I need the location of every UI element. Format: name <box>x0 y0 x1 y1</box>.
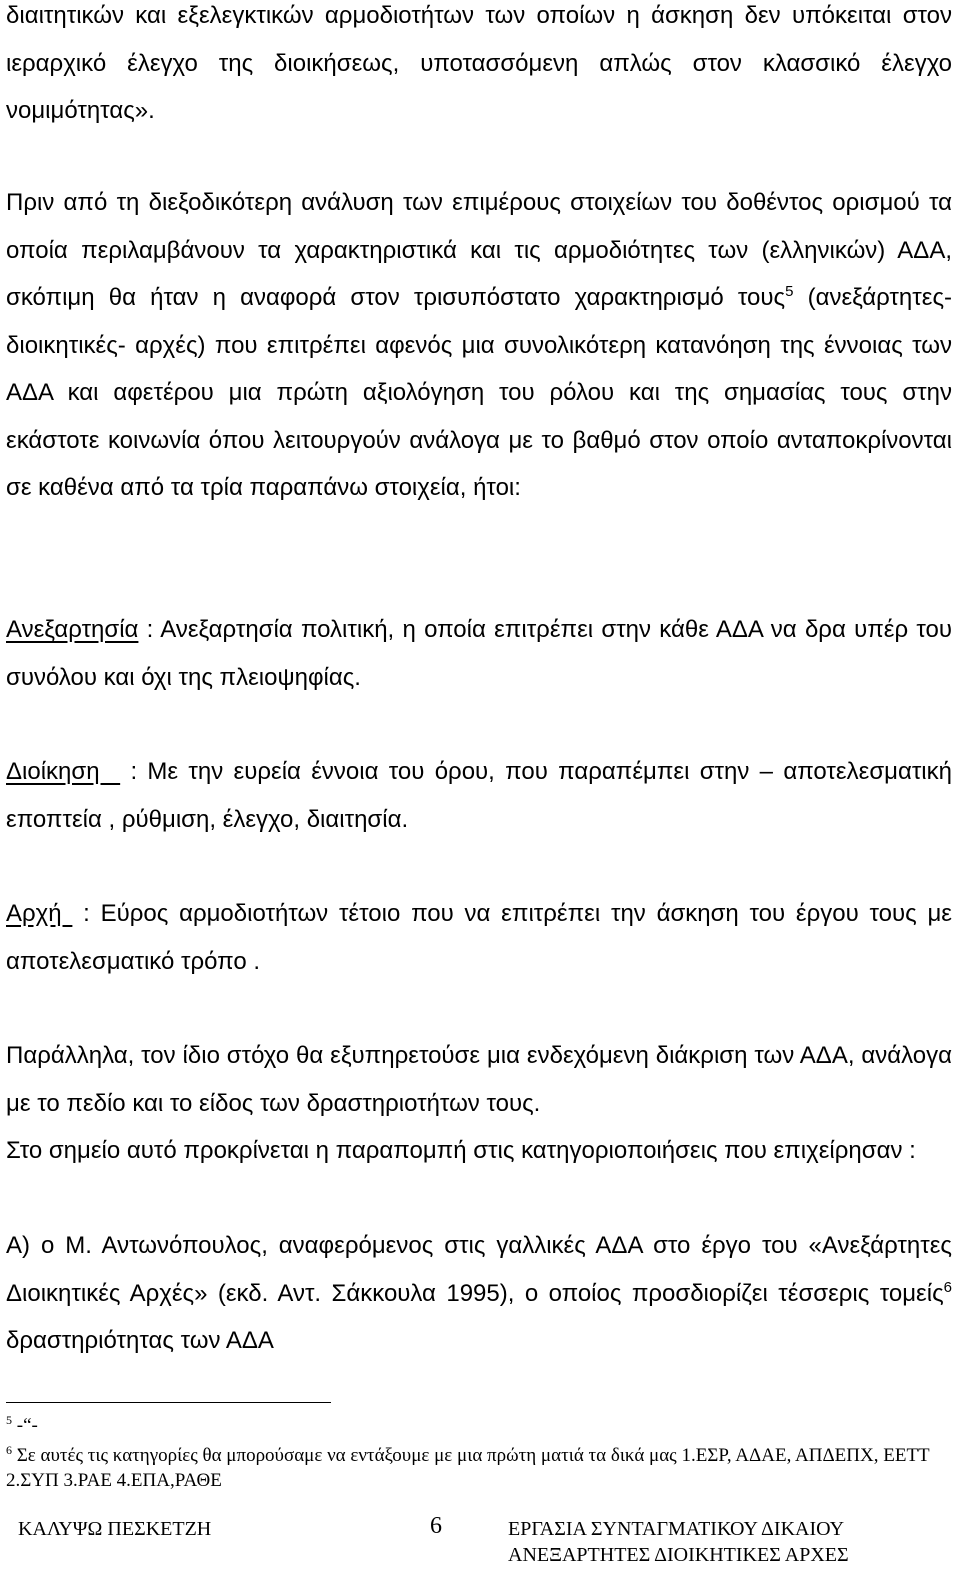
footer-page-number: 6 <box>430 1513 442 1539</box>
footer-title <box>508 1516 928 1568</box>
paragraph-tripartite-characterization <box>6 179 952 512</box>
paragraph-text: δραστηριότητας των ΑΔΑ <box>6 1327 274 1354</box>
definition-authority <box>6 890 952 985</box>
paragraph-text: (ανεξάρτητες- διοικητικές- αρχές) που επιτρέπει αφενός μια συνολικότερη κατανόηση της έννοιας των ΑΔΑ και αφετέρου μια πρώτη αξιολόγηση του ρόλου και της σημασίας τους στην εκάστοτε κοινωνία όπου λειτουργούν ανάλογα με το βαθμό στον οποίο ανταποκρίνονται σε καθένα από τα τρία παραπάνω στοιχεία, ήτοι: <box>6 284 952 501</box>
footnote-text: -“- <box>12 1415 38 1436</box>
footnote-6 <box>6 1443 952 1493</box>
footnote-mark-5: 5 <box>6 1413 12 1427</box>
definition-text: : Εύρος αρμοδιοτήτων τέτοιο που να επιτρέπει την άσκηση του έργου τους με αποτελεσματικό τρόπο . <box>6 900 952 975</box>
footnote-mark-6: 6 <box>6 1443 12 1457</box>
footnote-text: Σε αυτές τις κατηγορίες θα μπορούσαμε να εντάξουμε με μια πρώτη ματιά τα δικά μας 1.ΕΣΡ, ΑΔΑΕ, ΑΠΔΕΠΧ, ΕΕΤΤ 2.ΣΥΠ 3.ΡΑΕ 4.ΕΠΑ,ΡΑΘΕ <box>6 1445 930 1491</box>
definition-administration <box>6 748 952 843</box>
footer-author: ΚΑΛΥΨΩ ΠΕΣΚΕΤΖΗ <box>18 1518 212 1540</box>
paragraph-text: Πριν από τη διεξοδικότερη ανάλυση των επιμέρους στοιχείων του δοθέντος ορισμού τα οποία περιλαμβάνουν τα χαρακτηριστικά και τις αρμοδιότητες των (ελληνικών) ΑΔΑ, σκόπιμη θα ήταν η αναφορά στον τρισυπόστατο χαρακτηρισμό τους <box>6 189 952 311</box>
definition-independence <box>6 606 952 701</box>
paragraph-text: Παράλληλα, τον ίδιο στόχο θα εξυπηρετούσε μια ενδεχόμενη διάκριση των ΑΔΑ, ανάλογα με το πεδίο και το είδος των δραστηριοτήτων τους. <box>6 1042 952 1117</box>
footer-title-line-2: ΑΝΕΞΑΡΤΗΤΕΣ ΔΙΟΙΚΗΤΙΚΕΣ ΑΡΧΕΣ <box>508 1544 849 1566</box>
definition-text: : Με την ευρεία έννοια του όρου, που παραπέμπει στην – αποτελεσματική εποπτεία , ρύθμιση, έλεγχο, διαιτησία. <box>6 758 952 833</box>
paragraph-text: Στο σημείο αυτό προκρίνεται η παραπομπή στις κατηγοριοποιήσεις που επιχείρησαν : <box>6 1137 916 1164</box>
footer-title-line-1: ΕΡΓΑΣΙΑ ΣΥΝΤΑΓΜΑΤΙΚΟΥ ΔΙΚΑΙΟΥ <box>508 1518 845 1540</box>
paragraph-text: Α) ο Μ. Αντωνόπουλος, αναφερόμενος στις γαλλικές ΑΔΑ στο έργο του «Ανεξάρτητες Διοικητικές Αρχές» (εκδ. Αντ. Σάκκουλα 1995), ο οποίος προσδιορίζει τέσσερις τομείς <box>6 1232 952 1307</box>
paragraph-antonopoulos <box>6 1222 952 1365</box>
paragraph-distinction <box>6 1032 952 1127</box>
paragraph-definition-end <box>6 0 952 135</box>
term-authority: Αρχή <box>6 900 73 927</box>
paragraph-text: διαιτητικών και εξελεγκτικών αρμοδιοτήτων των οποίων η άσκηση δεν υπόκειται στον ιεραρχικό έλεγχο της διοικήσεως, υποτασσόμενη απλώς στον κλασσικό έλεγχο νομιμότητας». <box>6 2 952 124</box>
footnote-ref-5[interactable]: 5 <box>785 283 794 300</box>
footnote-separator <box>6 1402 331 1403</box>
term-independence: Ανεξαρτησία <box>6 616 139 643</box>
footnote-5 <box>6 1413 952 1438</box>
paragraph-categorizations <box>6 1127 952 1175</box>
term-administration: Διοίκηση <box>6 758 121 785</box>
definition-text: : Ανεξαρτησία πολιτική, η οποία επιτρέπει στην κάθε ΑΔΑ να δρα υπέρ του συνόλου και όχι της πλειοψηφίας. <box>6 616 952 691</box>
footnote-ref-6[interactable]: 6 <box>943 1278 952 1296</box>
